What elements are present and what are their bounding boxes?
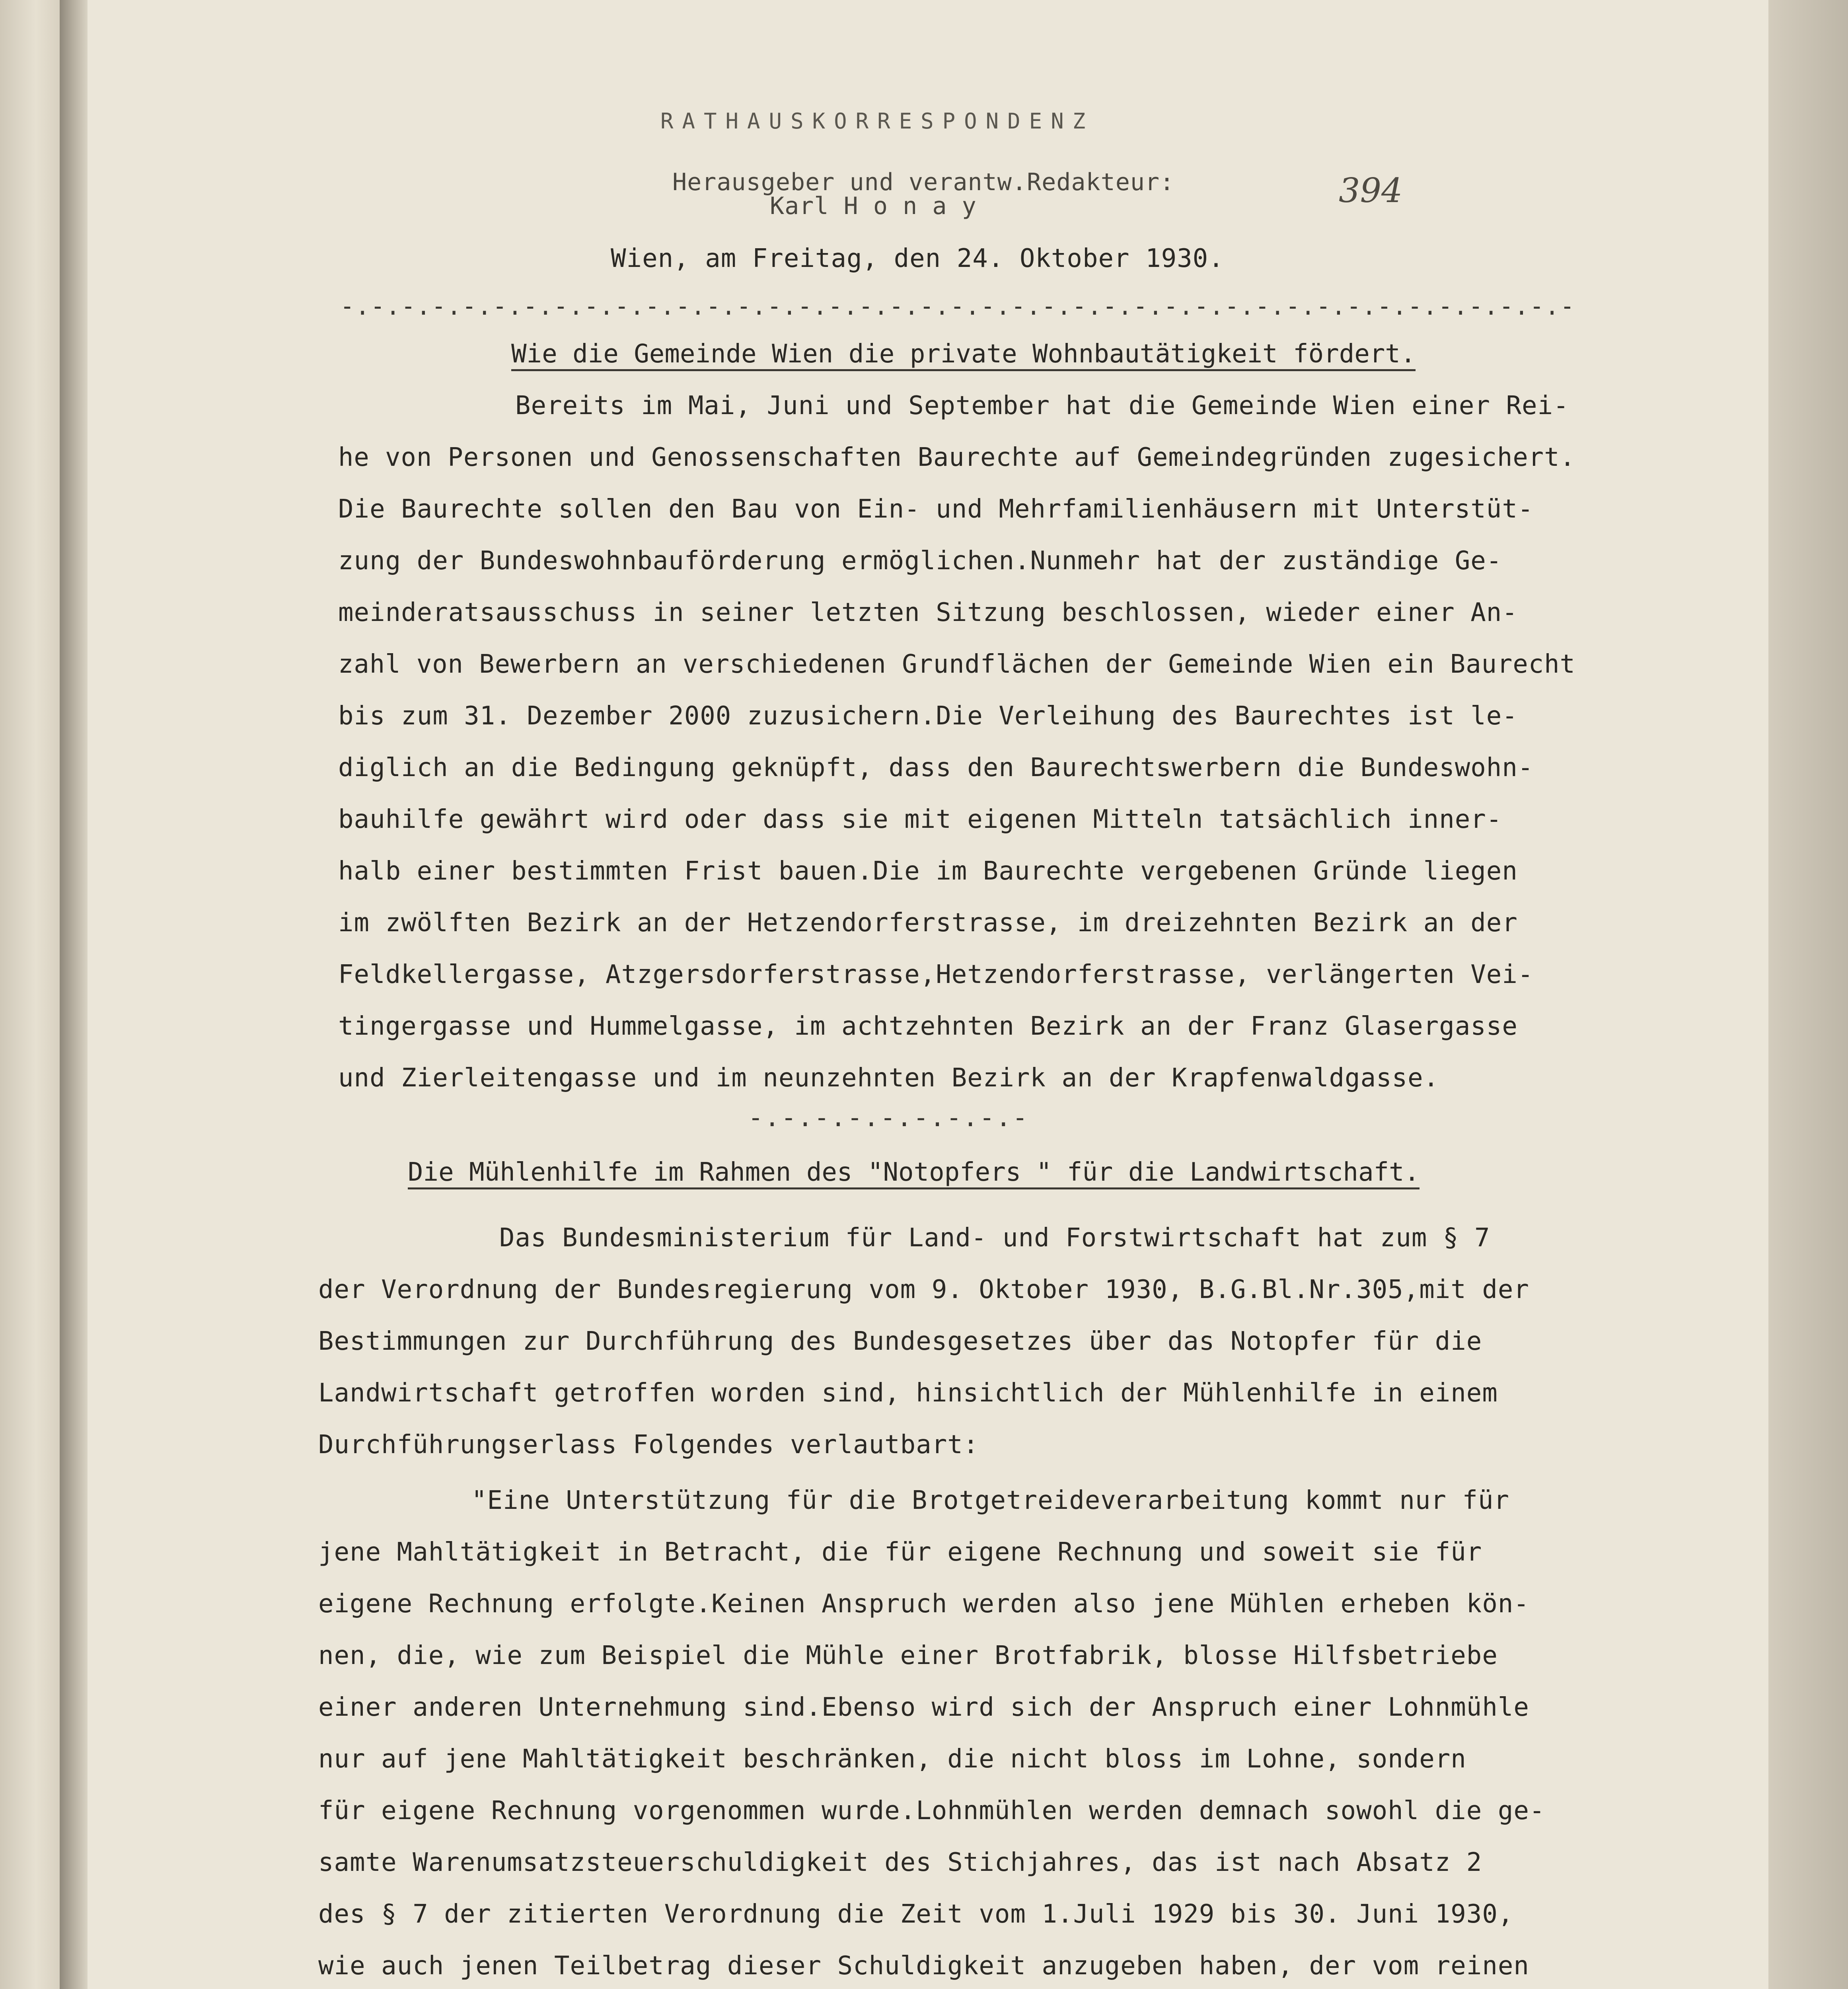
text-line: für eigene Rechnung vorgenommen wurde.Lohnmühlen werden demnach sowohl die ge-	[318, 1796, 1545, 1826]
text-line: tingergasse und Hummelgasse, im achtzehnten Bezirk an der Franz Glasergasse	[338, 1012, 1518, 1041]
text-line: zung der Bundeswohnbauförderung ermöglichen.Nunmehr hat der zuständige Ge-	[338, 546, 1502, 576]
left-page-edge	[0, 0, 60, 1989]
editor-name: Karl H o n a y	[770, 192, 977, 220]
binding-gutter	[60, 0, 88, 1989]
text-line: der Verordnung der Bundesregierung vom 9. Oktober 1930, B.G.Bl.Nr.305,mit der	[318, 1275, 1529, 1304]
text-line: im zwölften Bezirk an der Hetzendorferstrasse, im dreizehnten Bezirk an der	[338, 908, 1518, 938]
text-line: nen, die, wie zum Beispiel die Mühle einer Brotfabrik, blosse Hilfsbetriebe	[318, 1641, 1498, 1670]
text-line: eigene Rechnung erfolgte.Keinen Anspruch werden also jene Mühlen erheben kön-	[318, 1589, 1529, 1619]
article-heading: Wie die Gemeinde Wien die private Wohnbautätigkeit fördert.	[511, 341, 1416, 371]
text-line: samte Warenumsatzsteuerschuldigkeit des Stichjahres, das ist nach Absatz 2	[318, 1848, 1482, 1877]
text-line: Bereits im Mai, Juni und September hat die Gemeinde Wien einer Rei-	[515, 391, 1569, 420]
text-line: Durchführungserlass Folgendes verlautbart:	[318, 1430, 979, 1460]
date-line: Wien, am Freitag, den 24. Oktober 1930.	[611, 244, 1224, 273]
text-line: nur auf jene Mahltätigkeit beschränken, die nicht bloss im Lohne, sondern	[318, 1744, 1466, 1774]
newsletter-title: RATHAUSKORRESPONDENZ	[660, 109, 1094, 134]
text-line: Feldkellergasse, Atzgersdorferstrasse,Hetzendorferstrasse, verlängerten Vei-	[338, 960, 1534, 989]
text-line: diglich an die Bedingung geknüpft, dass den Baurechtswerbern die Bundeswohn-	[338, 753, 1534, 782]
text-line: bauhilfe gewährt wird oder dass sie mit eigenen Mitteln tatsächlich inner-	[338, 805, 1502, 834]
text-line: und Zierleitengasse und im neunzehnten Bezirk an der Krapfenwaldgasse.	[338, 1063, 1439, 1093]
text-line: zahl von Bewerbern an verschiedenen Grundflächen der Gemeinde Wien ein Baurecht	[338, 650, 1575, 679]
header-separator: -.-.-.-.-.-.-.-.-.-.-.-.-.-.-.-.-.-.-.-.-.-.-.-.-.-.-.-.-.-.-.-.-.-.-.-.-.-.-.-.-	[340, 292, 1576, 321]
text-line: des § 7 der zitierten Verordnung die Zeit vom 1.Juli 1929 bis 30. Juni 1930,	[318, 1899, 1514, 1929]
text-line: Landwirtschaft getroffen worden sind, hinsichtlich der Mühlenhilfe in einem	[318, 1378, 1498, 1408]
text-line: meinderatsausschuss in seiner letzten Sitzung beschlossen, wieder einer An-	[338, 598, 1518, 627]
publisher-line: Herausgeber und verantw.Redakteur:	[672, 168, 1175, 196]
text-line: he von Personen und Genossenschaften Baurechte auf Gemeindegründen zugesichert.	[338, 443, 1575, 472]
text-line: einer anderen Unternehmung sind.Ebenso wird sich der Anspruch einer Lohnmühle	[318, 1693, 1529, 1722]
text-line: bis zum 31. Dezember 2000 zuzusichern.Die Verleihung des Baurechtes ist le-	[338, 701, 1518, 731]
text-line: halb einer bestimmten Frist bauen.Die im Baurechte vergebenen Gründe liegen	[338, 856, 1518, 886]
article-heading: Die Mühlenhilfe im Rahmen des "Notopfers " für die Landwirtschaft.	[408, 1160, 1420, 1189]
text-line: wie auch jenen Teilbetrag dieser Schuldigkeit anzugeben haben, der vom reinen	[318, 1951, 1529, 1981]
text-line: "Eine Unterstützung für die Brotgetreideverarbeitung kommt nur für	[471, 1486, 1510, 1515]
text-line: jene Mahltätigkeit in Betracht, die für eigene Rechnung und soweit sie für	[318, 1537, 1482, 1567]
text-line: Die Baurechte sollen den Bau von Ein- und Mehrfamilienhäusern mit Unterstüt-	[338, 494, 1534, 524]
page-number: 394	[1339, 171, 1403, 210]
text-line: Bestimmungen zur Durchführung des Bundesgesetzes über das Notopfer für die	[318, 1327, 1482, 1356]
article-separator: -.-.-.-.-.-.-.-.-	[748, 1103, 1029, 1133]
text-line: Das Bundesministerium für Land- und Forstwirtschaft hat zum § 7	[499, 1223, 1490, 1253]
right-page-edge	[1768, 0, 1848, 1989]
